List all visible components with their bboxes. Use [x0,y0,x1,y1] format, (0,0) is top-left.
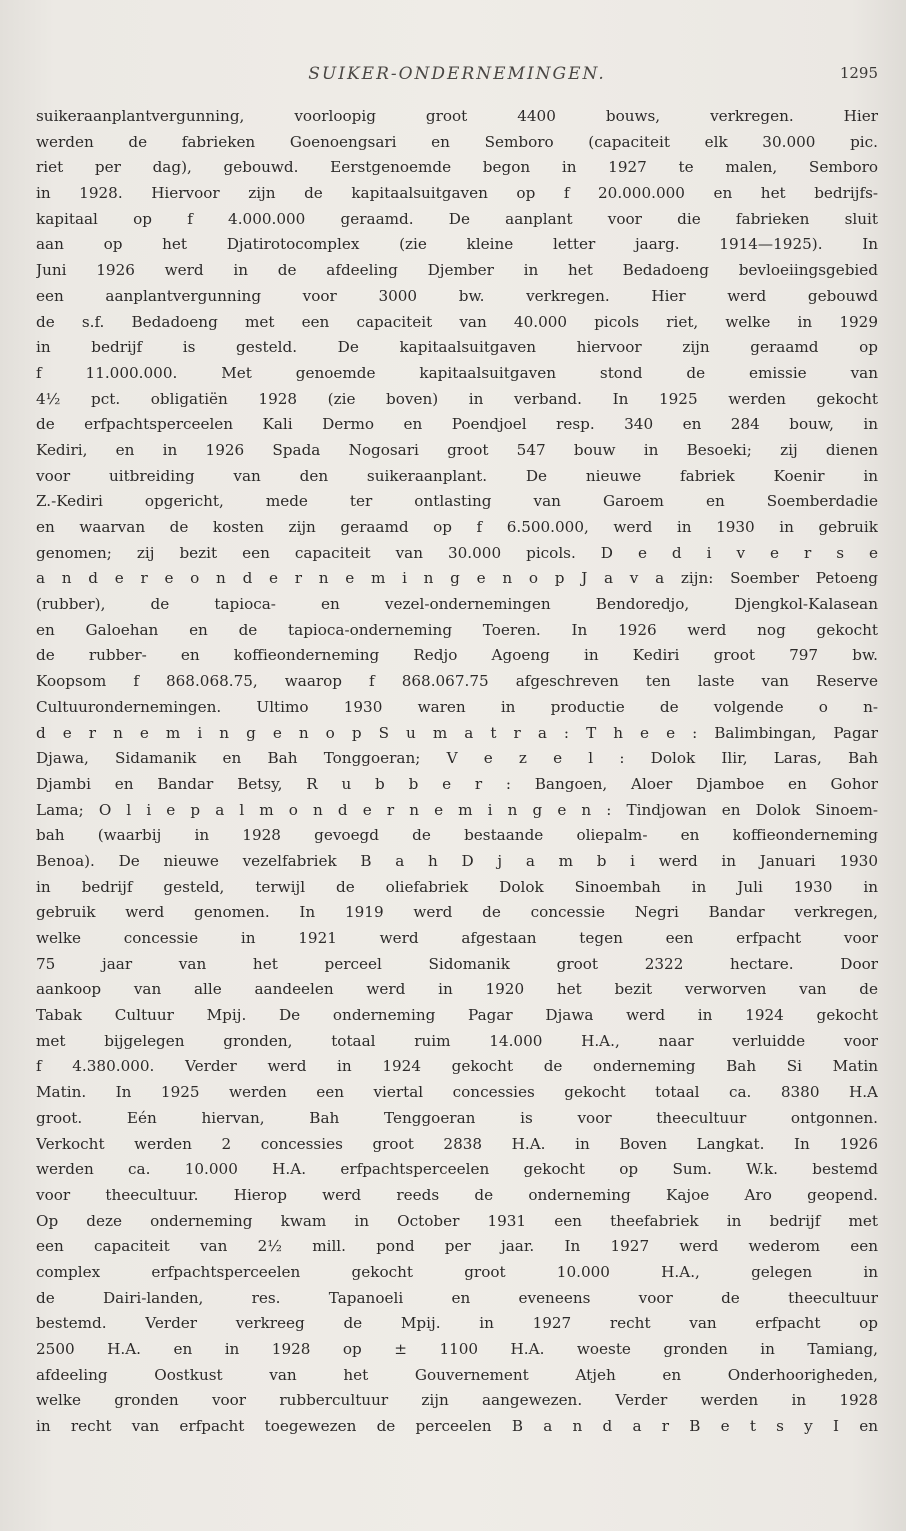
text-line: Benoa). De nieuwe vezelfabriek B a h D j a m b i werd in Januari 1930 [36,851,878,870]
text-line: de s.f. Bedadoeng met een capaciteit van 40.000 picols riet, welke in 1929 [36,312,878,331]
text-line: Lama; O l i e p a l m o n d e r n e m i n g e n : Tindjowan en Dolok Sinoem- [36,800,878,819]
text-line: met bijgelegen gronden, totaal ruim 14.000 H.A., naar verluidde voor [36,1031,878,1050]
text-line: bestemd. Verder verkreeg de Mpij. in 1927 recht van erfpacht op [36,1314,878,1333]
text-line: riet per dag), gebouwd. Eerstgenoemde begon in 1927 te malen, Semboro [36,158,878,177]
text-line: 4½ pct. obligatiën 1928 (zie boven) in verband. In 1925 werden gekocht [36,389,878,408]
page-header [36,64,878,92]
text-line: kapitaal op f 4.000.000 geraamd. De aanplant voor die fabrieken sluit [36,209,878,228]
text-line: groot. Eén hiervan, Bah Tenggoeran is voor theecultuur ontgonnen. [36,1108,878,1127]
text-line: 2500 H.A. en in 1928 op ± 1100 H.A. woeste gronden in Tamiang, [36,1340,878,1358]
text-line: de erfpachtsperceelen Kali Dermo en Poendjoel resp. 340 en 284 bouw, in [36,415,878,434]
text-line: Juni 1926 werd in de afdeeling Djember in het Bedadoeng bevloeiingsgebied [36,261,878,280]
text-line: f 11.000.000. Met genoemde kapitaalsuitgaven stond de emissie van [36,363,878,382]
text-line: een capaciteit van 2½ mill. pond per jaar. In 1927 werd wederom een [36,1237,878,1256]
text-line: voor uitbreiding van den suikeraanplant. De nieuwe fabriek Koenir in [36,466,878,485]
text-line: en waarvan de kosten zijn geraamd op f 6.500.000, werd in 1930 in gebruik [36,518,878,536]
text-line: Op deze onderneming kwam in October 1931 een theefabriek in bedrijf met [36,1211,878,1230]
text-line: werden de fabrieken Goenoengsari en Semboro (capaciteit elk 30.000 pic. [36,132,878,151]
text-line: welke concessie in 1921 werd afgestaan tegen een erfpacht voor [36,929,878,947]
text-line: d e r n e m i n g e n o p S u m a t r a : T h e e : Balimbingan, Pagar [36,723,878,742]
text-line: in bedrijf is gesteld. De kapitaalsuitgaven hiervoor zijn geraamd op [36,338,878,357]
text-line: Tabak Cultuur Mpij. De onderneming Pagar Djawa werd in 1924 gekocht [36,1006,878,1025]
text-line: de Dairi-landen, res. Tapanoeli en eveneens voor de theecultuur [36,1288,878,1307]
text-line: bah (waarbij in 1928 gevoegd de bestaande oliepalm- en koffieonderneming [36,826,878,845]
text-line: voor theecultuur. Hierop werd reeds de onderneming Kajoe Aro geopend. [36,1185,878,1204]
text-line: aan op het Djatirotocomplex (zie kleine letter jaarg. 1914—1925). In [36,235,878,254]
text-line: Matin. In 1925 werden een viertal concessies gekocht totaal ca. 8380 H.A [36,1083,878,1102]
text-line: 75 jaar van het perceel Sidomanik groot 2322 hectare. Door [36,954,878,973]
running-title: SUIKER-ONDERNEMINGEN. [308,64,606,84]
text-line: en Galoehan en de tapioca-onderneming Toeren. In 1926 werd nog gekocht [36,620,878,639]
text-line: Cultuurondernemingen. Ultimo 1930 waren in productie de volgende o n- [36,697,878,716]
text-line: Djambi en Bandar Betsy, R u b b e r : Bangoen, Aloer Djamboe en Gohor [36,774,878,793]
text-line: suikeraanplantvergunning, voorloopig groot 4400 bouws, verkregen. Hier [36,107,878,125]
text-line: in bedrijf gesteld, terwijl de oliefabriek Dolok Sinoembah in Juli 1930 in [36,877,878,896]
text-line: Verkocht werden 2 concessies groot 2838 H.A. in Boven Langkat. In 1926 [36,1134,878,1153]
text-line: gebruik werd genomen. In 1919 werd de concessie Negri Bandar verkregen, [36,903,878,922]
text-line: Kediri, en in 1926 Spada Nogosari groot 547 bouw in Besoeki; zij dienen [36,440,878,459]
text-line: genomen; zij bezit een capaciteit van 30.000 picols. D e d i v e r s e [36,543,878,562]
text-line: welke gronden voor rubbercultuur zijn aangewezen. Verder werden in 1928 [36,1391,878,1410]
text-line: a n d e r e o n d e r n e m i n g e n o p J a v a zijn: Soember Petoeng [36,569,878,588]
text-line: complex erfpachtsperceelen gekocht groot 10.000 H.A., gelegen in [36,1262,878,1281]
text-line: werden ca. 10.000 H.A. erfpachtsperceelen gekocht op Sum. W.k. bestemd [36,1160,878,1179]
text-line: (rubber), de tapioca- en vezel-ondernemingen Bendoredjo, Djengkol-Kalasean [36,595,878,614]
text-line [36,1440,878,1466]
text-line: in recht van erfpacht toegewezen de perceelen B a n d a r B e t s y I en [36,1417,878,1436]
text-line: Z.-Kediri opgericht, mede ter ontlasting van Garoem en Soemberdadie [36,492,878,511]
text-line: Djawa, Sidamanik en Bah Tonggoeran; V e z e l : Dolok Ilir, Laras, Bah [36,749,878,768]
page-number: 1295 [839,64,878,82]
body-text [36,104,878,1465]
text-line: in 1928. Hiervoor zijn de kapitaalsuitgaven op f 20.000.000 en het bedrijfs- [36,184,878,203]
text-line: een aanplantvergunning voor 3000 bw. verkregen. Hier werd gebouwd [36,286,878,305]
text-line: aankoop van alle aandeelen werd in 1920 het bezit verworven van de [36,980,878,999]
text-line: f 4.380.000. Verder werd in 1924 gekocht de onderneming Bah Si Matin [36,1057,878,1076]
text-line: afdeeling Oostkust van het Gouvernement Atjeh en Onderhoorigheden, [36,1365,878,1384]
text-line: de rubber- en koffieonderneming Redjo Agoeng in Kediri groot 797 bw. [36,646,878,665]
text-line: Koopsom f 868.068.75, waarop f 868.067.75 afgeschreven ten laste van Reserve [36,672,878,691]
